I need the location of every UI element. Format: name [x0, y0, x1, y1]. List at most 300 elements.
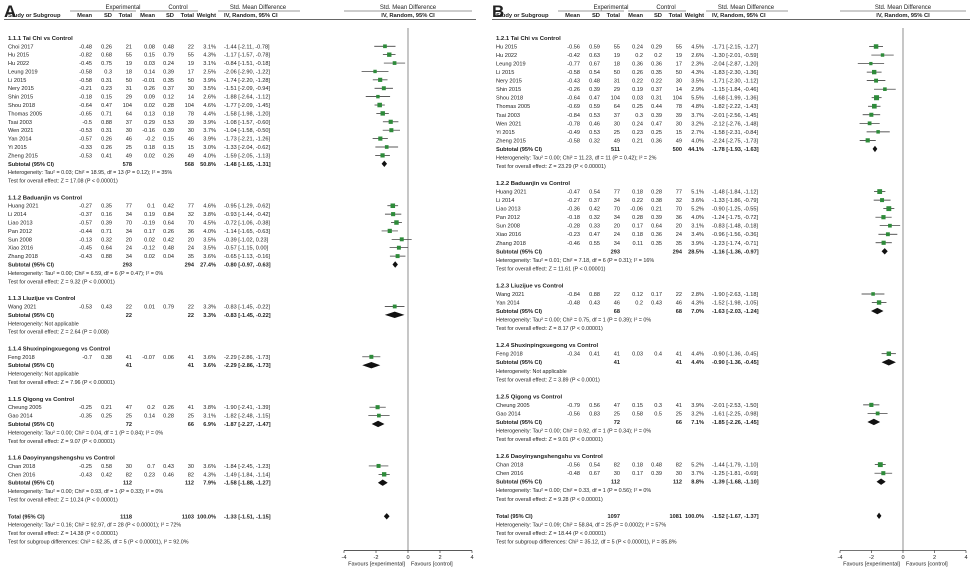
study-cell: 0.39: [101, 220, 112, 227]
study-cell: 0.48: [589, 78, 600, 85]
study-cell: 3.9%: [203, 119, 216, 126]
study-cell: 0.36: [651, 138, 662, 145]
subtotal-label: Subtotal (95% CI): [496, 249, 542, 256]
stat-note: Test for overall effect: Z = 8.17 (P < 0.00001): [496, 326, 603, 333]
effect-square: [382, 472, 386, 476]
study-cell: -0.33: [79, 144, 92, 151]
study-cell: 32: [675, 198, 682, 205]
study-cell: -0.48: [567, 300, 580, 307]
study-cell: -0.18: [567, 215, 580, 222]
study-ci: -1.23 [-1.74, -0.71]: [712, 240, 759, 247]
study-cell: 0.04: [163, 254, 174, 261]
study-cell: 4.3%: [203, 472, 216, 479]
study-cell: 0.23: [144, 472, 155, 479]
study-ci: -1.71 [-2.30, -1.12]: [712, 78, 759, 85]
study-cell: 55: [675, 44, 682, 51]
study-cell: 22: [675, 291, 682, 298]
study-cell: -0.44: [79, 228, 92, 235]
study-cell: -0.47: [567, 189, 580, 196]
effect-square: [397, 246, 401, 250]
study-cell: 36: [187, 228, 194, 235]
study-cell: 0.39: [651, 471, 662, 478]
study-cell: 18: [613, 61, 620, 68]
panel-label: B: [492, 2, 505, 21]
study-ci: -1.90 [-2.63, -1.18]: [712, 291, 759, 298]
study-cell: -0.57: [79, 220, 92, 227]
study-cell: 30: [675, 78, 682, 85]
study-cell: 0.36: [651, 232, 662, 239]
total-diamond: [877, 513, 882, 519]
study-cell: 0.64: [101, 245, 112, 252]
effect-square: [886, 206, 891, 211]
study-cell: 25: [613, 411, 620, 418]
study-cell: 0.23: [632, 129, 643, 136]
subtotal-diamond: [385, 312, 405, 318]
subtotal-label: Subtotal (95% CI): [8, 312, 54, 319]
study-name: Liao 2013: [496, 206, 521, 213]
study-ci: -1.33 [-2.04, -0.62]: [224, 144, 271, 151]
study-cell: -0.18: [79, 94, 92, 101]
study-cell: 49: [613, 138, 620, 145]
header-smd: Std. Mean Difference: [717, 5, 775, 11]
study-cell: 30: [125, 463, 132, 470]
study-cell: 19: [613, 53, 620, 60]
subtotal-exp-total: 112: [610, 479, 620, 486]
subtotal-weight: 7.1%: [691, 419, 704, 426]
study-cell: 0.54: [589, 189, 600, 196]
subtotal-ci: -1.87 [-2.27, -1.47]: [224, 421, 271, 428]
study-cell: -0.53: [79, 304, 92, 311]
study-cell: 30: [613, 471, 620, 478]
study-cell: 2.8%: [691, 291, 704, 298]
study-cell: 0.17: [144, 228, 155, 235]
study-cell: 0.36: [651, 61, 662, 68]
study-cell: 50: [187, 77, 194, 84]
subgroup-heading: 1.2.6 Daoyinyangshengshu vs Control: [496, 454, 603, 461]
stat-note: Heterogeneity: Tau² = 0.00; Chi² = 0.75, df = 1 (P = 0.39); I² = 0%: [496, 317, 652, 324]
subtotal-ctrl-total: 294: [672, 249, 682, 256]
study-cell: 41: [675, 402, 682, 409]
effect-square: [388, 229, 392, 233]
subtotal-ctrl-total: 41: [675, 360, 682, 367]
study-name: Cheung 2005: [8, 405, 42, 412]
subtotal-ctrl-total: 568: [184, 161, 194, 168]
subtotal-exp-total: 22: [125, 312, 132, 319]
study-cell: 0.32: [589, 215, 600, 222]
study-cell: 35: [675, 240, 682, 247]
study-cell: -0.57: [79, 136, 92, 143]
study-cell: 0.02: [144, 103, 155, 110]
study-cell: 34: [613, 215, 620, 222]
study-cell: 34: [613, 240, 620, 247]
subtotal-diamond: [372, 421, 385, 427]
study-cell: 77: [125, 203, 132, 210]
study-cell: 34: [125, 228, 132, 235]
study-cell: 0.38: [101, 354, 112, 361]
study-cell: 0.14: [144, 413, 155, 420]
study-cell: 0.41: [101, 153, 112, 160]
study-cell: 0.55: [589, 240, 600, 247]
study-cell: 70: [125, 220, 132, 227]
study-cell: 0.25: [632, 104, 643, 111]
study-ci: -1.83 [-2.30, -1.36]: [712, 70, 759, 77]
stat-note: Heterogeneity: Not applicable: [8, 371, 79, 378]
study-name: Nery 2015: [8, 86, 34, 93]
effect-square: [877, 189, 882, 194]
effect-square: [887, 351, 891, 355]
study-cell: 4.6%: [203, 203, 216, 210]
study-cell: 3.6%: [203, 254, 216, 261]
study-cell: 4.3%: [691, 300, 704, 307]
study-cell: 0.53: [589, 112, 600, 119]
study-cell: 0.43: [651, 300, 662, 307]
subtotal-exp-total: 68: [613, 309, 620, 316]
study-cell: 25: [187, 413, 194, 420]
study-cell: 5.2%: [691, 206, 704, 213]
total-ci: -1.33 [-1.51, -1.15]: [224, 514, 271, 521]
subtotal-weight: 3.6%: [203, 363, 216, 370]
study-cell: 3.5%: [203, 237, 216, 244]
subtotal-diamond: [873, 146, 878, 152]
total-ci: -1.52 [-1.67, -1.37]: [712, 513, 759, 520]
study-cell: 0.28: [632, 215, 643, 222]
study-cell: -0.77: [567, 61, 580, 68]
stat-note: Heterogeneity: Tau² = 0.00; Chi² = 0.92, df = 1 (P = 0.34); I² = 0%: [496, 428, 652, 435]
study-cell: 0.26: [101, 44, 112, 51]
study-cell: 0.5: [654, 411, 662, 418]
study-cell: 2.9%: [691, 87, 704, 94]
study-ci: -1.82 [-2.22, -1.43]: [712, 104, 759, 111]
study-cell: 0.83: [589, 411, 600, 418]
study-name: Thomas 2005: [496, 104, 531, 111]
subtotal-ci: -0.90 [-1.36, -0.45]: [712, 360, 759, 367]
header-sd: SD: [653, 13, 662, 19]
study-cell: 0.11: [632, 240, 643, 247]
effect-square: [391, 203, 396, 208]
study-cell: 24: [187, 245, 194, 252]
study-cell: -0.42: [567, 53, 580, 60]
study-cell: 5.5%: [691, 95, 704, 102]
study-cell: 0.22: [632, 198, 643, 205]
study-cell: 46: [675, 300, 682, 307]
study-cell: 0.02: [144, 237, 155, 244]
study-cell: -0.25: [79, 405, 92, 412]
study-cell: 30: [125, 128, 132, 135]
study-name: Feng 2018: [8, 354, 35, 361]
study-cell: 31: [613, 78, 620, 85]
x-tick-label: -2: [373, 554, 379, 561]
effect-square: [391, 212, 395, 216]
study-name: Zheng 2015: [8, 153, 38, 160]
study-cell: 0.88: [101, 119, 112, 126]
study-cell: -0.07: [142, 354, 155, 361]
study-cell: 0.44: [651, 104, 662, 111]
study-cell: 3.9%: [203, 77, 216, 84]
study-ci: -2.06 [-2.90, -1.22]: [224, 69, 271, 76]
header-ci-plot: IV, Random, 95% CI: [381, 13, 435, 19]
study-name: Sun 2008: [496, 223, 520, 230]
study-ci: -0.83 [-1.45, -0.22]: [224, 304, 271, 311]
stat-note: Test for overall effect: Z = 17.08 (P < 0.00001): [8, 178, 118, 185]
effect-square: [393, 305, 397, 309]
study-cell: 0.25: [651, 129, 662, 136]
stat-note: Heterogeneity: Tau² = 0.00; Chi² = 11.23, df = 11 (P = 0.42); I² = 2%: [496, 155, 657, 162]
study-cell: 0.24: [632, 44, 643, 51]
subtotal-ci: -1.85 [-2.26, -1.45]: [712, 419, 759, 426]
study-cell: 0.42: [589, 206, 600, 213]
study-name: Xiao 2016: [8, 245, 34, 252]
header-weight: Weight: [684, 13, 704, 19]
study-cell: -0.69: [567, 104, 580, 111]
study-cell: 0.31: [651, 95, 662, 102]
study-ci: -0.65 [-1.13, -0.16]: [224, 254, 271, 261]
total-ctrl-total: 1103: [181, 514, 194, 521]
study-cell: 20: [125, 237, 132, 244]
study-cell: 22: [613, 291, 620, 298]
study-cell: -0.13: [79, 237, 92, 244]
total-label: Total (95% CI): [8, 514, 45, 521]
study-cell: 2.7%: [691, 129, 704, 136]
subtotal-weight: 6.9%: [203, 421, 216, 428]
effect-square: [866, 138, 870, 142]
study-cell: 0.26: [101, 144, 112, 151]
stat-note: Heterogeneity: Tau² = 0.00; Chi² = 0.33, df = 1 (P = 0.56); I² = 0%: [496, 488, 652, 495]
subgroup-heading: 1.2.3 Liuzijue vs Control: [496, 283, 564, 290]
study-cell: 41: [613, 351, 620, 358]
study-name: Leung 2019: [8, 69, 38, 76]
study-ci: -1.25 [-1.81, -0.69]: [712, 471, 759, 478]
study-cell: 0.79: [163, 52, 174, 59]
favours-control-label: Favours [control]: [411, 561, 453, 568]
study-cell: 4.5%: [203, 220, 216, 227]
study-cell: 2.6%: [691, 53, 704, 60]
effect-square: [874, 95, 879, 100]
study-cell: 0.43: [101, 304, 112, 311]
study-cell: 25: [613, 129, 620, 136]
study-cell: 47: [613, 402, 620, 409]
header-experimental: Experimental: [105, 5, 141, 11]
study-name: Chen 2016: [496, 471, 524, 478]
study-name: Shin 2015: [496, 87, 522, 94]
study-cell: 0.19: [144, 212, 155, 219]
subtotal-ci: -2.29 [-2.86, -1.73]: [224, 363, 271, 370]
stat-note: Test for overall effect: Z = 9.32 (P < 0.00001): [8, 279, 115, 286]
study-name: Zheng 2015: [496, 138, 526, 145]
header-experimental: Experimental: [593, 5, 629, 11]
study-cell: 3.6%: [203, 354, 216, 361]
subtotal-diamond: [877, 479, 886, 485]
effect-square: [874, 79, 878, 83]
study-cell: 0.24: [163, 61, 174, 68]
study-ci: -1.90 [-2.41, -1.39]: [224, 405, 271, 412]
study-cell: 0.54: [589, 462, 600, 469]
favours-experimental-label: Favours [experimental]: [348, 561, 405, 568]
x-tick-label: 4: [470, 554, 474, 561]
study-name: Hu 2015: [496, 44, 518, 51]
study-cell: 0.26: [101, 136, 112, 143]
study-cell: 22: [187, 304, 194, 311]
study-ci: -1.24 [-1.75, -0.72]: [712, 215, 759, 222]
study-cell: 3.2%: [691, 411, 704, 418]
study-cell: 21: [125, 44, 132, 51]
study-cell: 0.1: [147, 203, 155, 210]
study-cell: 4.4%: [203, 111, 216, 118]
study-cell: 0.21: [632, 138, 643, 145]
study-ci: -0.84 [-1.51, -0.18]: [224, 61, 271, 68]
study-cell: 30: [187, 86, 194, 93]
study-name: Tsai 2003: [496, 112, 520, 119]
study-cell: 3.7%: [691, 471, 704, 478]
study-cell: 4.5%: [691, 44, 704, 51]
study-ci: -2.24 [-2.75, -1.73]: [712, 138, 759, 145]
stat-note: Test for overall effect: Z = 11.61 (P < 0.00001): [496, 266, 606, 273]
study-cell: 49: [125, 153, 132, 160]
study-cell: 3.6%: [691, 198, 704, 205]
study-cell: -0.49: [567, 129, 580, 136]
study-cell: 0.48: [163, 245, 174, 252]
study-ci: -2.04 [-2.87, -1.20]: [712, 61, 759, 68]
subgroup-heading: 1.1.6 Daoyinyangshengshu vs Control: [8, 455, 115, 462]
subtotal-diamond: [382, 161, 387, 167]
study-cell: -0.56: [567, 44, 580, 51]
study-name: Pan 2012: [8, 228, 32, 235]
stat-note: Test for overall effect: Z = 9.28 (P < 0.00001): [496, 496, 603, 503]
study-cell: 39: [675, 112, 682, 119]
subgroup-heading: 1.2.2 Baduanjin vs Control: [496, 181, 570, 188]
favours-experimental-label: Favours [experimental]: [843, 561, 900, 568]
study-ci: -2.29 [-2.86, -1.73]: [224, 354, 271, 361]
study-cell: 0.53: [589, 129, 600, 136]
header-smd: Std. Mean Difference: [229, 5, 287, 11]
study-cell: 0.26: [144, 86, 155, 93]
study-cell: 0.84: [163, 212, 174, 219]
study-ci: -1.88 [-2.64, -1.12]: [224, 94, 271, 101]
header-sd: SD: [165, 13, 174, 19]
subtotal-exp-total: 293: [122, 262, 132, 269]
study-cell: 0.7: [147, 463, 155, 470]
study-cell: 0.47: [589, 232, 600, 239]
subtotal-label: Subtotal (95% CI): [496, 479, 542, 486]
panel-label: A: [4, 2, 17, 21]
effect-square: [880, 198, 884, 202]
study-cell: 0.02: [144, 254, 155, 261]
subtotal-ctrl-total: 112: [672, 479, 682, 486]
study-ci: -0.57 [-1.15, 0.00]: [224, 245, 269, 252]
effect-square: [385, 145, 389, 149]
effect-square: [382, 86, 386, 90]
study-name: Li 2015: [8, 77, 27, 84]
study-cell: 0.28: [163, 413, 174, 420]
study-ci: -2.01 [-2.56, -1.45]: [712, 112, 759, 119]
x-tick-label: 2: [932, 554, 937, 561]
study-cell: 22: [125, 304, 132, 311]
effect-square: [377, 103, 382, 108]
study-cell: 29: [125, 94, 132, 101]
subtotal-ctrl-total: 112: [184, 480, 194, 487]
study-cell: 55: [187, 52, 194, 59]
stat-note: Test for overall effect: Z = 14.38 (P < 0.00001): [8, 531, 118, 538]
forest-plot-panel-a: [0, 0, 487, 579]
study-cell: 0.58: [101, 463, 112, 470]
study-name: Li 2015: [496, 70, 515, 77]
study-cell: 0.18: [144, 144, 155, 151]
study-cell: 0.03: [632, 95, 643, 102]
study-ci: -1.44 [-2.11, -0.78]: [224, 44, 270, 51]
study-cell: 0.03: [144, 61, 155, 68]
effect-square: [872, 104, 877, 109]
study-cell: 30: [675, 121, 682, 128]
effect-square: [874, 44, 878, 48]
effect-square: [871, 292, 875, 296]
study-cell: 64: [125, 111, 132, 118]
study-cell: 4.6%: [203, 103, 216, 110]
effect-square: [376, 405, 380, 409]
study-cell: 0.68: [101, 52, 112, 59]
study-cell: 5.1%: [691, 189, 704, 196]
study-cell: 4.0%: [203, 153, 216, 160]
study-name: Hu 2022: [8, 61, 30, 68]
header-total: Total: [606, 13, 620, 19]
study-cell: 0.39: [589, 87, 600, 94]
forest-plot-svg: [488, 0, 975, 579]
study-cell: 0.15: [144, 52, 155, 59]
study-cell: 0.46: [163, 472, 174, 479]
effect-square: [389, 128, 393, 132]
subtotal-ctrl-total: 66: [187, 421, 194, 428]
effect-square: [869, 62, 872, 65]
study-ci: -1.44 [-1.79, -1.10]: [712, 462, 759, 469]
study-cell: 3.3%: [203, 304, 216, 311]
x-tick-label: 0: [406, 554, 410, 561]
study-cell: 0.4: [654, 351, 662, 358]
study-cell: -0.53: [79, 128, 92, 135]
study-cell: 15: [187, 144, 194, 151]
study-cell: 0.32: [101, 237, 112, 244]
effect-square: [869, 113, 873, 117]
stat-note: Test for overall effect: Z = 9.01 (P < 0.00001): [496, 437, 603, 444]
study-cell: -0.43: [79, 254, 92, 261]
study-ci: -1.17 [-1.57, -0.78]: [224, 52, 271, 59]
study-cell: 0.35: [101, 203, 112, 210]
study-ci: -2.12 [-2.76, -1.48]: [712, 121, 759, 128]
study-cell: 25: [125, 413, 132, 420]
subtotal-weight: 4.4%: [691, 360, 704, 367]
study-cell: 0.48: [651, 462, 662, 469]
study-cell: 0.12: [632, 291, 643, 298]
header-study: Study or Subgroup: [8, 13, 61, 19]
study-ci: -1.48 [-1.84, -1.12]: [712, 189, 759, 196]
study-cell: 104: [610, 95, 620, 102]
study-cell: -0.01: [142, 77, 155, 84]
study-ci: -0.83 [-1.48, -0.18]: [712, 223, 759, 230]
effect-square: [378, 78, 382, 82]
subtotal-label: Subtotal (95% CI): [8, 262, 54, 269]
subtotal-weight: 27.4%: [200, 262, 216, 269]
study-cell: -0.5: [82, 119, 92, 126]
study-cell: 20: [187, 237, 194, 244]
study-cell: 70: [613, 206, 620, 213]
x-tick-label: -4: [341, 554, 347, 561]
study-cell: 0.71: [101, 228, 112, 235]
study-cell: 0.15: [632, 402, 643, 409]
study-cell: 0.37: [651, 87, 662, 94]
study-cell: 0.39: [651, 112, 662, 119]
study-ci: -1.61 [-2.25, -0.98]: [712, 411, 759, 418]
stat-note: Heterogeneity: Tau² = 0.00; Chi² = 0.04, df = 1 (P = 0.84); I² = 0%: [8, 430, 164, 437]
study-cell: 47: [125, 405, 132, 412]
subtotal-ci: -1.39 [-1.68, -1.10]: [712, 479, 759, 486]
study-cell: -0.27: [79, 203, 92, 210]
